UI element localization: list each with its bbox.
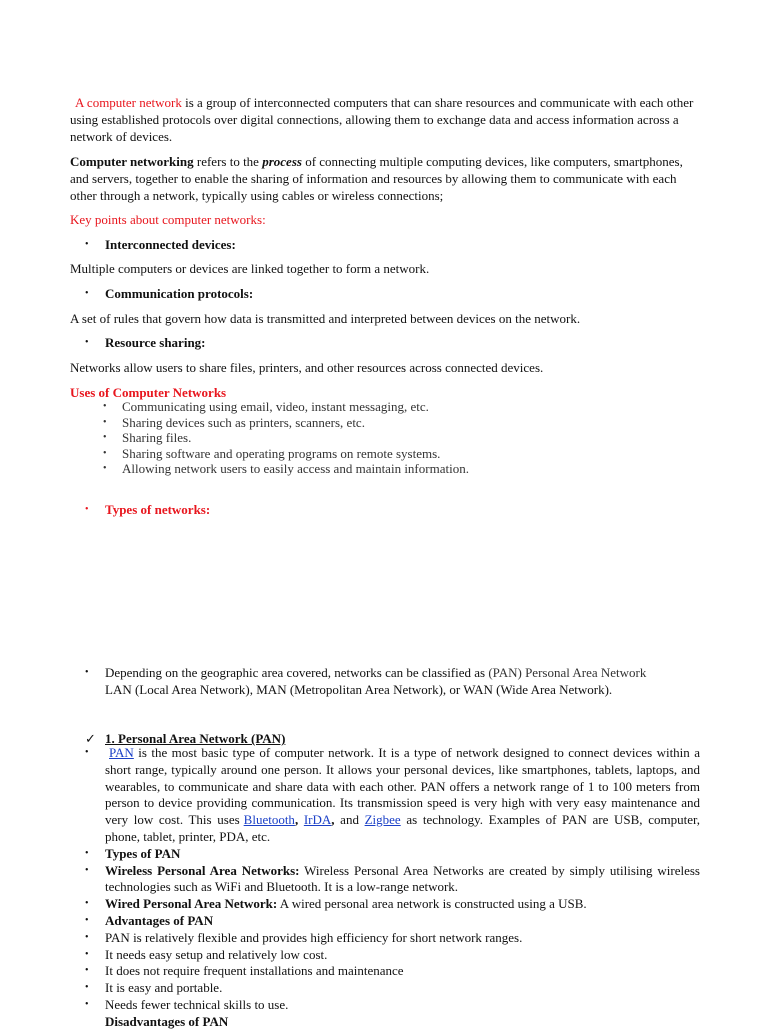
key-point-desc: Multiple computers or devices are linked together to form a network. bbox=[70, 261, 430, 276]
bullet-icon: • bbox=[103, 401, 107, 412]
list-item bbox=[85, 963, 700, 980]
list-item bbox=[85, 1014, 700, 1031]
bullet-icon: • bbox=[85, 931, 89, 943]
bullet-icon: • bbox=[85, 965, 89, 977]
list-item bbox=[85, 896, 700, 913]
wireless-title: Wireless Personal Area Networks: bbox=[105, 862, 300, 878]
checkmark-icon: ✓ bbox=[85, 731, 96, 746]
bullet-icon: • bbox=[85, 982, 89, 994]
bullet-icon: • bbox=[85, 337, 89, 348]
classification-text bbox=[105, 664, 715, 698]
pan-examples: Examples of PAN are USB, computer, phone, tablet, printer, PDA, etc. bbox=[105, 812, 701, 844]
list-item-text: Sharing files. bbox=[122, 430, 192, 445]
bullet-icon: • bbox=[85, 948, 89, 960]
key-point-title: Interconnected devices: bbox=[105, 237, 236, 252]
advantage-text: It does not require frequent installations and maintenance bbox=[105, 963, 404, 979]
pan-link[interactable]: PAN bbox=[109, 745, 134, 760]
list-item-text: Allowing network users to easily access and maintain information. bbox=[122, 461, 469, 476]
list-item bbox=[85, 930, 700, 947]
list-item bbox=[70, 415, 469, 431]
key-points-heading: Key points about computer networks: bbox=[70, 212, 266, 227]
pan-desc: is the most basic type of computer network. It is a type of network designed to connect devices within a short range, typically around one person. It allows your personal devices, like smartphones, tablets, laptops, and wearables, to communicate and share data with each other. PAN offers a network range of 1 to 100 meters from person to device providing communication. Its transmission speed is very high with very easy maintenance and very low cost. This uses bbox=[105, 745, 700, 828]
bluetooth-link[interactable]: Bluetooth bbox=[243, 812, 295, 828]
key-point-title: Resource sharing: bbox=[105, 335, 206, 350]
uses-heading: Uses of Computer Networks bbox=[70, 385, 227, 400]
bullet-icon: • bbox=[85, 239, 89, 250]
advantages-title: Advantages of PAN bbox=[105, 912, 214, 928]
networking-post: of connecting multiple computing devices, like computers, smartphones, and servers, together to enable the sharing of information and resources by allowing them to communicate with each other through a network, typically using cables or wireless connections; bbox=[70, 154, 683, 203]
intro-text: is a group of interconnected computers that can share resources and communicate with each other using established protocols over digital connections, allowing them to exchange data and access information across a network of devices. bbox=[70, 95, 694, 144]
key-point-desc: Networks allow users to share files, printers, and other resources across connected devices. bbox=[70, 360, 544, 375]
list-item bbox=[85, 997, 700, 1014]
networking-pre: refers to the bbox=[193, 154, 263, 169]
classification-pre: Depending on the geographic area covered, networks can be classified as bbox=[105, 665, 489, 680]
bullet-icon: • bbox=[85, 504, 89, 515]
list-item bbox=[85, 947, 700, 964]
networking-emphasis: process bbox=[262, 154, 302, 169]
zigbee-link[interactable]: Zigbee bbox=[364, 812, 401, 828]
bullet-icon: • bbox=[103, 463, 107, 474]
bullet-icon: • bbox=[85, 667, 89, 678]
key-point-title: Communication protocols: bbox=[105, 286, 254, 301]
bullet-icon: • bbox=[85, 914, 89, 926]
wireless-desc: Wireless Personal Area Networks are created by simply utilising wireless technologies such as WiFi and Bluetooth. It is a low-range network. bbox=[105, 862, 700, 895]
bullet-icon: • bbox=[85, 847, 89, 859]
pan-list bbox=[85, 745, 700, 1031]
list-item bbox=[70, 461, 469, 477]
list-item bbox=[85, 980, 700, 997]
wired-title: Wired Personal Area Network: bbox=[105, 896, 278, 912]
networking-paragraph bbox=[70, 153, 700, 204]
list-item-text: Sharing devices such as printers, scanners, etc. bbox=[122, 414, 365, 430]
uses-list bbox=[70, 399, 469, 477]
bullet-icon: • bbox=[85, 898, 89, 910]
pan-and: and bbox=[334, 812, 365, 828]
bullet-icon: • bbox=[85, 288, 89, 299]
intro-paragraph bbox=[70, 94, 700, 145]
pan-tech: as technology. bbox=[400, 812, 483, 828]
list-item bbox=[85, 846, 700, 863]
key-point-desc: A set of rules that govern how data is transmitted and interpreted between devices on the network. bbox=[70, 311, 581, 326]
bullet-icon: • bbox=[85, 864, 89, 876]
disadvantages-title: Disadvantages of PAN bbox=[105, 1013, 229, 1029]
advantage-text: Needs fewer technical skills to use. bbox=[105, 996, 289, 1012]
irda-link[interactable]: IrDA bbox=[303, 812, 332, 828]
list-item bbox=[70, 446, 469, 462]
bullet-icon: • bbox=[103, 432, 107, 443]
intro-term: A computer network bbox=[75, 95, 182, 110]
list-item-text: Sharing software and operating programs on remote systems. bbox=[122, 445, 441, 461]
bullet-icon: • bbox=[103, 416, 107, 428]
pan-description: • PAN is the most basic type of computer network. It is a type of network designed to connect devices within a short range, typically around one person. It allows your personal devices, like smartphones, tablets, laptops, and wearables, to communicate and share data with each other. PAN offers a network range of 1 to 100 meters from person to device providing communication. Its transmission speed is very high with very easy maintenance and very low cost. This uses Bluetooth, IrDA, and Zigbee as technology. Examples of PAN are USB, computer, phone, tablet, printer, PDA, etc. bbox=[85, 745, 701, 844]
list-item bbox=[70, 399, 469, 415]
pan-heading: 1. Personal Area Network (PAN) bbox=[105, 731, 286, 746]
advantage-text: PAN is relatively flexible and provides high efficiency for short network ranges. bbox=[105, 929, 523, 945]
bullet-icon: • bbox=[85, 747, 89, 758]
classification-rest: LAN (Local Area Network), MAN (Metropolitan Area Network), or WAN (Wide Area Network). bbox=[105, 682, 613, 697]
networking-term: Computer networking bbox=[70, 154, 194, 169]
list-item bbox=[85, 863, 700, 897]
list-item-text: Communicating using email, video, instant messaging, etc. bbox=[122, 399, 429, 414]
advantage-text: It is easy and portable. bbox=[105, 980, 223, 996]
wired-desc: A wired personal area network is constructed using a USB. bbox=[277, 896, 587, 912]
bullet-icon: • bbox=[103, 447, 107, 459]
types-heading: Types of networks: bbox=[105, 502, 211, 517]
list-item bbox=[70, 430, 469, 446]
pan-types-title: Types of PAN bbox=[105, 845, 181, 861]
advantage-text: It needs easy setup and relatively low cost. bbox=[105, 946, 328, 962]
list-item bbox=[85, 913, 700, 930]
bullet-icon: • bbox=[85, 998, 89, 1010]
classification-pan: (PAN) Personal Area Network bbox=[488, 665, 647, 680]
